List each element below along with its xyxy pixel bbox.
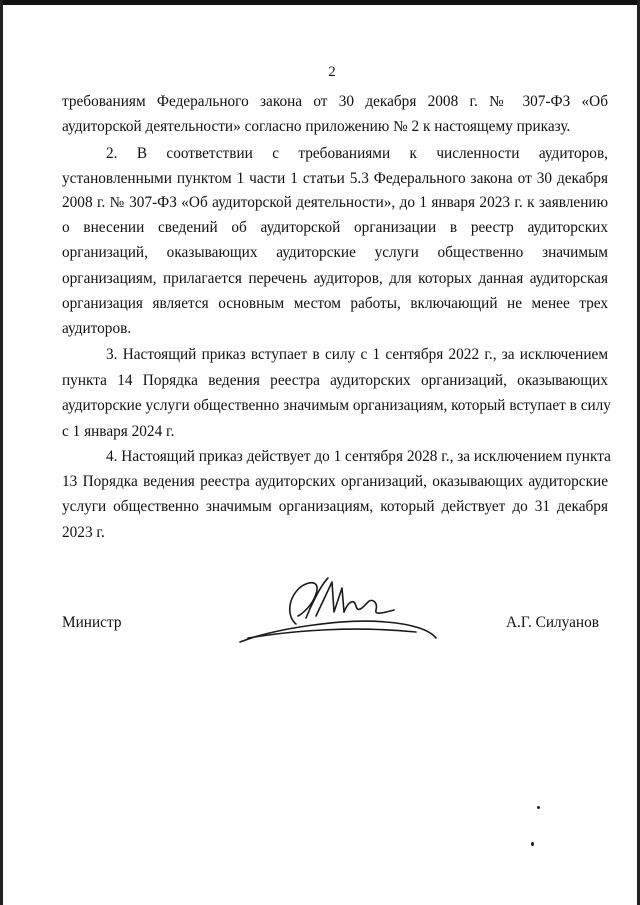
text-line: 2. В соответствии с требованиями к численности аудиторов, xyxy=(106,145,608,162)
scan-speck xyxy=(531,842,534,846)
signer-name: А.Г. Силуанов xyxy=(506,614,599,631)
page-number: 2 xyxy=(328,64,336,80)
text-line: с 1 января 2024 г. xyxy=(62,423,175,440)
text-line: 4. Настоящий приказ действует до 1 сентября 2028 г., за исключением пункта xyxy=(106,448,611,465)
text-line: 13 Порядка ведения реестра аудиторских организаций, оказывающих аудиторские xyxy=(62,473,608,490)
text-line: 2008 г. № 307-ФЗ «Об аудиторской деятельности», до 1 января 2023 г. к заявлению xyxy=(62,194,608,211)
text-line: установленными пунктом 1 части 1 статьи 5.3 Федерального закона от 30 декабря xyxy=(62,170,608,187)
text-line: 3. Настоящий приказ вступает в силу с 1 сентября 2022 г., за исключением xyxy=(106,346,608,363)
signer-title: Министр xyxy=(62,614,122,631)
text-line: 2023 г. xyxy=(62,524,105,541)
text-line: аудиторов. xyxy=(62,320,132,337)
text-line: организациям, прилагается перечень аудиторов, для которых данная аудиторская xyxy=(62,270,608,287)
handwritten-signature xyxy=(236,572,442,648)
text-line: организаций, оказывающих аудиторские услуги общественно значимым xyxy=(62,244,608,261)
scan-speck xyxy=(537,806,540,809)
text-line: услуги общественно значимым организациям, который действует до 31 декабря xyxy=(62,498,608,515)
text-line: организация является основным местом работы, включающий не менее трех xyxy=(62,295,608,312)
text-line: требованиям Федерального закона от 30 декабря 2008 г. № 307-ФЗ «Об xyxy=(62,93,608,110)
text-line: аудиторские услуги общественно значимым организациям, который вступает в силу xyxy=(62,397,611,414)
text-line: о внесении сведений об аудиторской организации в реестр аудиторских xyxy=(62,219,608,236)
text-line: аудиторской деятельности» согласно приложению № 2 к настоящему приказу. xyxy=(62,118,571,135)
text-line: пункта 14 Порядка ведения реестра аудиторских организаций, оказывающих xyxy=(62,372,608,389)
